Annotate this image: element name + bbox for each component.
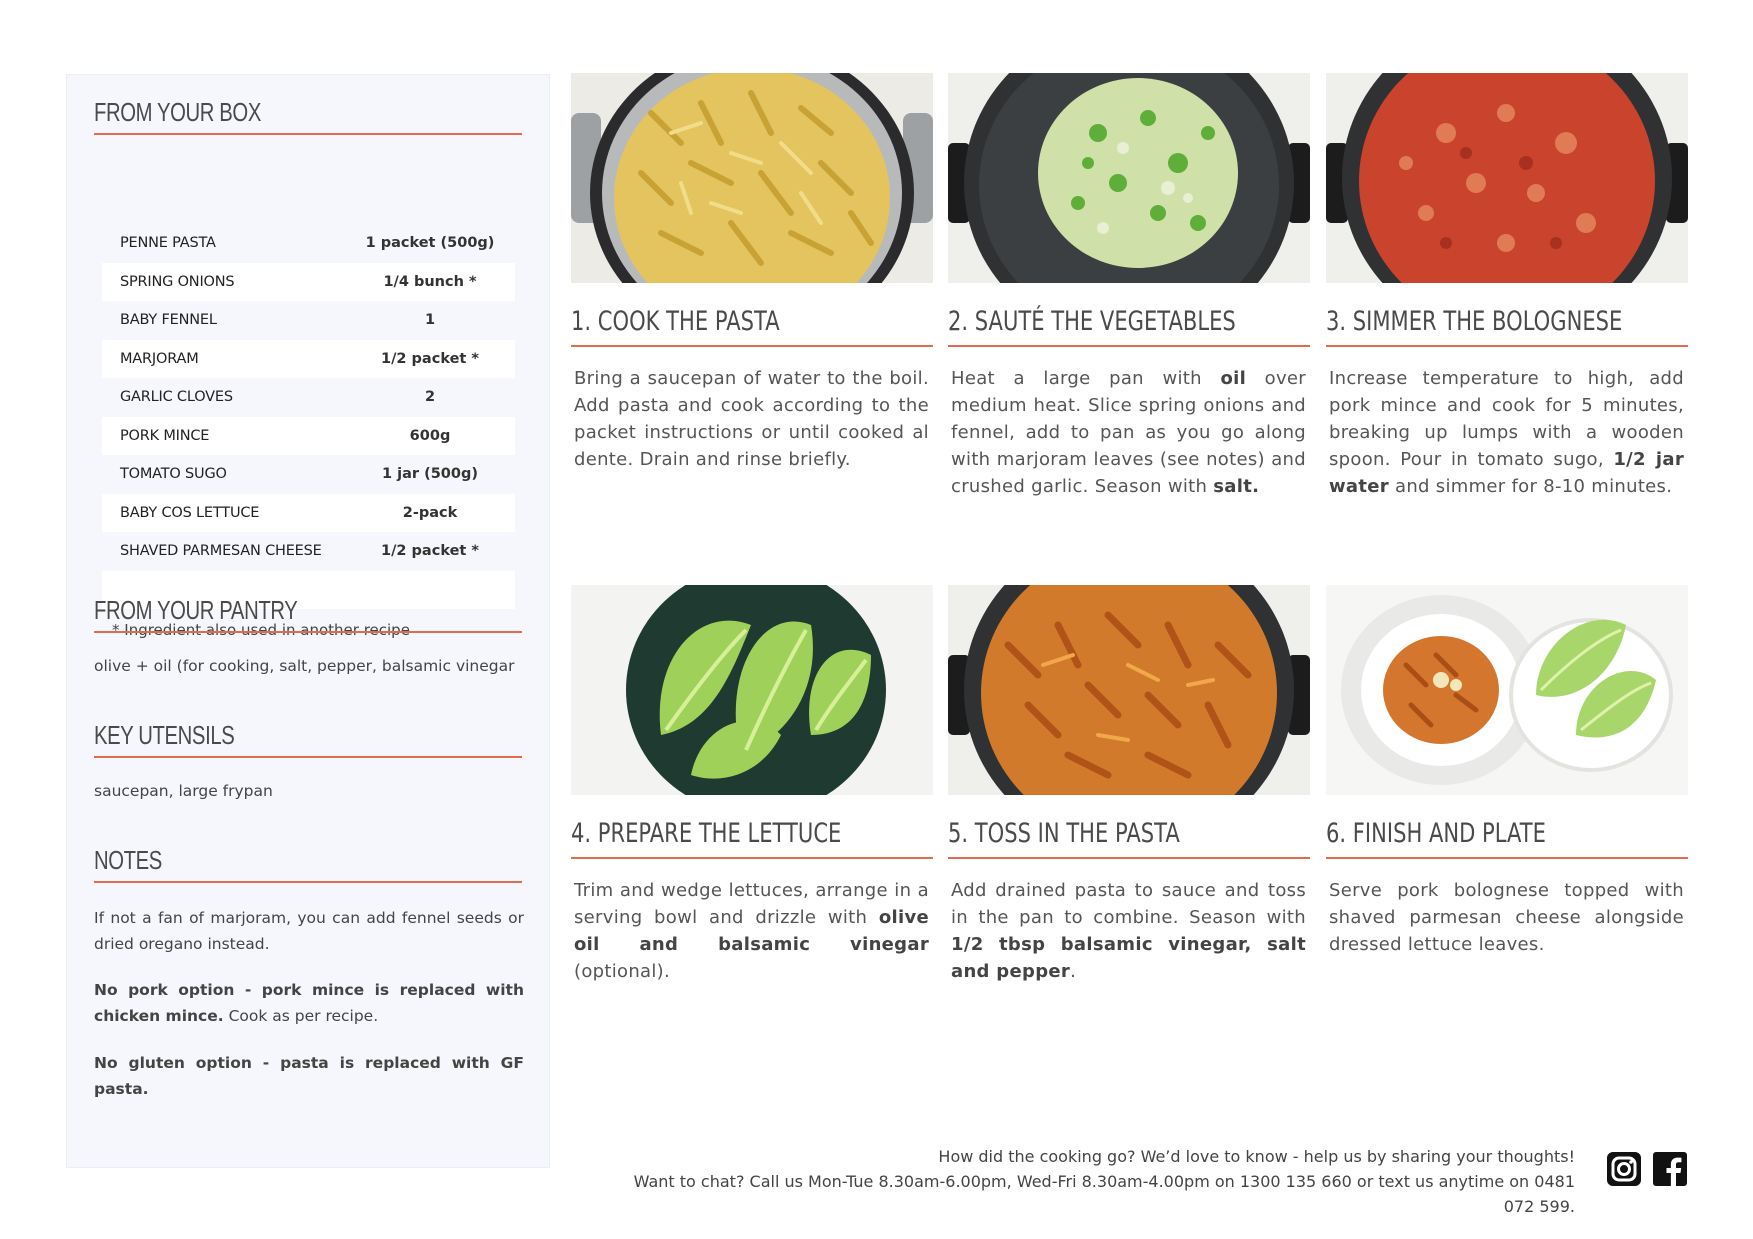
step-3-title: 3. SIMMER THE BOLOGNESE (1326, 305, 1688, 347)
step-text: . (1070, 961, 1077, 982)
step-1-body (571, 365, 933, 473)
pasta-in-pot-icon (571, 73, 933, 283)
ingredient-name: PENNE PASTA (120, 235, 216, 252)
note-no-gluten-bold: No gluten option - pasta is replaced with GF pasta. (94, 1054, 524, 1098)
step-text-bold: oil (1220, 368, 1247, 389)
step-text: over medium heat. Slice spring onions and fennel, add to pan as you go along with marjoram leaves (see notes) and crushed garlic. Season with (951, 368, 1306, 497)
ingredient-quantity: 1 packet (500g) (365, 235, 495, 252)
step-6 (1326, 585, 1688, 958)
ingredient-row (102, 224, 515, 263)
step-4-body (571, 877, 933, 985)
step-5 (948, 585, 1310, 985)
note-no-gluten (94, 1050, 524, 1102)
ingredient-quantity: 2 (424, 389, 436, 406)
note-no-pork (94, 977, 524, 1029)
ingredient-row (102, 494, 515, 533)
note-no-pork-rest: Cook as per recipe. (223, 1007, 379, 1025)
ingredient-name: BABY FENNEL (120, 312, 217, 329)
step-text-bold: 1/2 tbsp balsamic vinegar, salt and pepper (951, 934, 1306, 982)
lettuce-bowl-icon (571, 585, 933, 795)
ingredients-table (102, 224, 515, 609)
step-text-bold: olive oil and balsamic vinegar (574, 907, 929, 955)
ingredient-name: SHAVED PARMESAN CHEESE (120, 543, 322, 560)
step-3 (1326, 73, 1688, 500)
step-6-title: 6. FINISH AND PLATE (1326, 817, 1688, 859)
from-your-pantry-heading: FROM YOUR PANTRY (94, 595, 522, 633)
step-text-bold: salt. (1213, 476, 1260, 497)
step-text-bold: 1/2 jar water (1329, 449, 1685, 497)
instagram-icon[interactable] (1606, 1151, 1642, 1187)
ingredient-name: BABY COS LETTUCE (120, 504, 260, 521)
ingredient-row (102, 340, 515, 379)
step-text: and simmer for 8-10 minutes. (1388, 476, 1673, 497)
note-no-pork-bold: No pork option - pork mince is replaced with chicken mince. (94, 981, 524, 1025)
step-2 (948, 73, 1310, 500)
step-text: Add drained pasta to sauce and toss in the pan to combine. Season with (951, 880, 1306, 928)
ingredient-row (102, 417, 515, 456)
step-text: Bring a saucepan of water to the boil. Add pasta and cook according to the packet instructions or until cooked al dente. Drain and rinse briefly. (574, 368, 929, 470)
ingredient-name: TOMATO SUGO (120, 466, 227, 483)
ingredient-name: GARLIC CLOVES (120, 389, 233, 406)
ingredient-quantity: 1/2 packet * (381, 350, 479, 367)
step-1-title: 1. COOK THE PASTA (571, 305, 933, 347)
step-6-body (1326, 877, 1688, 958)
feedback-line: How did the cooking go? We’d love to know - help us by sharing your thoughts! (938, 1147, 1575, 1166)
vegetables-in-pan-icon (948, 73, 1310, 283)
step-text: Serve pork bolognese topped with shaved parmesan cheese alongside dressed lettuce leaves. (1329, 880, 1684, 955)
ingredient-quantity: 1/2 packet * (381, 543, 479, 560)
plated-pasta-with-salad-icon (1326, 585, 1688, 795)
contact-line: Want to chat? Call us Mon-Tue 8.30am-6.00pm, Wed-Fri 8.30am-4.00pm on 1300 135 660 or text us anytime on 0481 072 599. (633, 1172, 1575, 1216)
note-marjoram: If not a fan of marjoram, you can add fennel seeds or dried oregano instead. (94, 909, 524, 953)
pantry-text: olive + oil (for cooking, salt, pepper, balsamic vinegar (94, 657, 515, 675)
step-1 (571, 73, 933, 473)
feedback-footer (600, 1144, 1575, 1219)
ingredient-quantity: 1/4 bunch * (383, 273, 477, 290)
ingredient-quantity: 1 jar (500g) (382, 466, 478, 483)
step-5-body (948, 877, 1310, 985)
ingredient-row (102, 301, 515, 340)
from-your-box-heading: FROM YOUR BOX (94, 97, 522, 135)
ingredient-quantity: 1 (424, 312, 436, 329)
step-3-body (1326, 365, 1688, 500)
bolognese-in-pan-icon (1326, 73, 1688, 283)
ingredient-quantity: 2-pack (402, 504, 458, 521)
ingredient-row (102, 378, 515, 417)
ingredient-quantity: 600g (409, 427, 451, 444)
step-text: Increase temperature to high, add pork mince and cook for 5 minutes, breaking up lumps with a wooden spoon. Pour in tomato sugo, (1329, 368, 1684, 470)
step-text: Heat a large pan with (951, 368, 1221, 389)
step-text: Trim and wedge lettuces, arrange in a serving bowl and drizzle with (574, 880, 929, 928)
ingredient-row (102, 455, 515, 494)
ingredient-footnote: * Ingredient also used in another recipe (112, 621, 410, 639)
ingredient-row (102, 263, 515, 302)
ingredient-name: MARJORAM (120, 350, 199, 367)
step-5-title: 5. TOSS IN THE PASTA (948, 817, 1310, 859)
ingredient-row (102, 532, 515, 571)
step-4-title: 4. PREPARE THE LETTUCE (571, 817, 933, 859)
ingredients-sidebar (66, 74, 550, 1168)
step-2-body (948, 365, 1310, 500)
step-text: (optional). (574, 961, 671, 982)
pasta-bolognese-pan-icon (948, 585, 1310, 795)
key-utensils-heading: KEY UTENSILS (94, 720, 522, 758)
ingredient-name: SPRING ONIONS (120, 273, 235, 290)
notes-heading: NOTES (94, 845, 522, 883)
step-4 (571, 585, 933, 985)
facebook-icon[interactable] (1652, 1151, 1688, 1187)
utensils-text: saucepan, large frypan (94, 782, 273, 800)
ingredient-name: PORK MINCE (120, 427, 210, 444)
step-2-title: 2. SAUTÉ THE VEGETABLES (948, 305, 1310, 347)
